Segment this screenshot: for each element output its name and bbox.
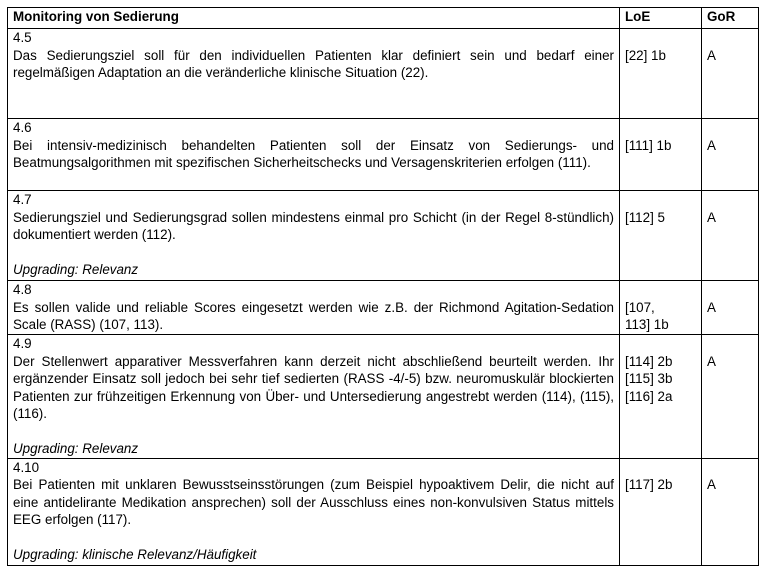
loe-value: [22] 1b [625,47,666,63]
recommendation-cell [8,335,620,459]
gor-cell [702,119,759,191]
recommendation-text: Bei Patienten mit unklaren Bewusstseinsstörungen (zum Beispiel hypoaktivem Delir, die nicht auf eine antidelirante Medikation ansprechen) soll der Ausschluss eines non-konvulsiven Status mittels EEG erfolgen (117). [13,477,614,527]
gor-value: A [707,299,716,315]
header-topic: Monitoring von Sedierung [8,8,620,29]
recommendation-row [8,335,759,459]
recommendation-text: Bei intensiv-medizinisch behandelten Patienten soll der Einsatz von Sedierungs- und Beatmungsalgorithmen mit spezifischen Sicherheitschecks und Versagenskriterien erfolgen (111). [13,137,614,170]
loe-value: [111] 1b [625,137,672,153]
gor-value: A [707,477,716,492]
recommendation-row [8,29,759,119]
loe-value: [114] 2b [625,353,673,369]
loe-value: 113] 1b [625,317,669,332]
loe-cell [620,191,702,281]
header-gor: GoR [702,8,759,29]
loe-value: [116] 2a [625,388,673,404]
loe-value: [117] 2b [625,477,673,492]
recommendations-table [7,7,759,566]
recommendation-row [8,458,759,565]
loe-cell [620,281,702,335]
recommendation-row [8,281,759,335]
gor-cell [702,335,759,459]
recommendation-text: Sedierungsziel und Sedierungsgrad sollen mindestens einmal pro Schicht (in der Regel 8-stündlich) dokumentiert werden (112). [13,209,614,242]
loe-value: [115] 3b [625,371,673,386]
recommendation-cell [8,458,620,565]
header-loe: LoE [620,8,702,29]
loe-value: [107, [625,299,655,315]
recommendation-cell [8,191,620,281]
recommendation-row [8,119,759,191]
gor-value: A [707,353,716,369]
loe-cell [620,458,702,565]
recommendation-cell [8,119,620,191]
upgrading-note: Upgrading: klinische Relevanz/Häufigkeit [13,547,257,562]
gor-value: A [707,137,716,153]
recommendation-cell [8,29,620,119]
recommendation-cell [8,281,620,335]
recommendation-row [8,191,759,281]
gor-cell [702,29,759,119]
recommendation-text: Der Stellenwert apparativer Messverfahren kann derzeit nicht abschließend beurteilt werden. Ihr ergänzender Einsatz soll jedoch bei sehr tief sedierten (RASS -4/-5) bzw. neuromuskulär blockierten Patienten zur frühzeitigen Erkennung von Über- und Untersedierung angestrebt werden (114), (115), (116). [13,353,614,421]
recommendation-number: 4.9 [13,336,32,351]
loe-cell [620,335,702,459]
loe-cell [620,29,702,119]
table-header-row [8,8,759,29]
recommendation-text: Das Sedierungsziel soll für den individuellen Patienten klar definiert sein und bedarf einer regelmäßigen Adaptation an die veränderliche klinische Situation (22). [13,47,614,80]
recommendation-number: 4.10 [13,459,40,475]
gor-cell [702,281,759,335]
gor-value: A [707,47,716,63]
upgrading-note: Upgrading: Relevanz [13,441,139,456]
loe-value: [112] 5 [625,209,665,225]
recommendation-number: 4.8 [13,282,32,297]
recommendation-number: 4.5 [13,30,32,45]
upgrading-note: Upgrading: Relevanz [13,262,139,277]
recommendation-number: 4.6 [13,120,32,135]
recommendation-number: 4.7 [13,192,32,207]
loe-cell [620,119,702,191]
gor-cell [702,191,759,281]
gor-cell [702,458,759,565]
gor-value: A [707,209,716,225]
recommendation-text: Es sollen valide und reliable Scores eingesetzt werden wie z.B. der Richmond Agitation-Sedation Scale (RASS) (107, 113). [13,299,614,332]
